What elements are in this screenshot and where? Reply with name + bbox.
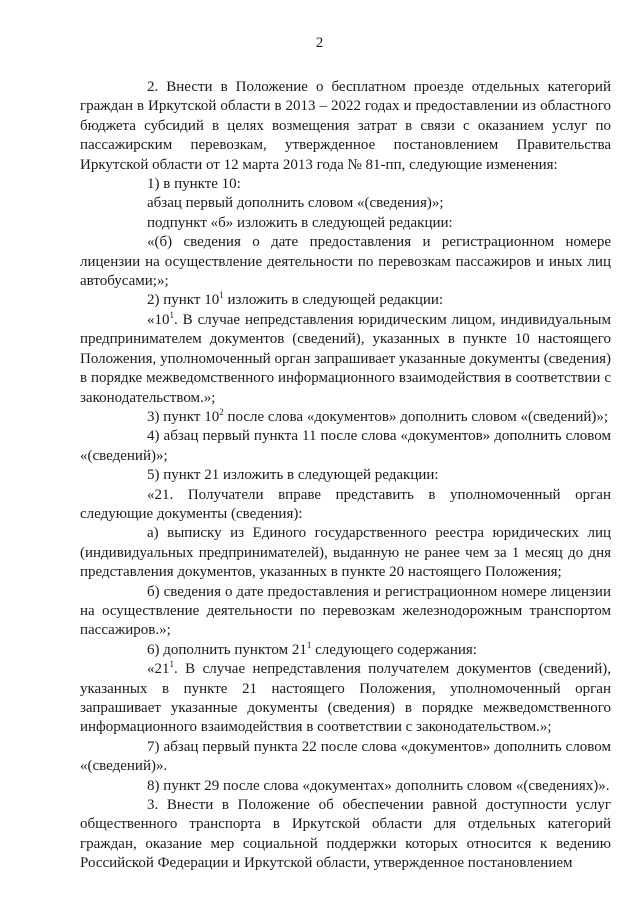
text-fragment: 2) пункт 10: [147, 292, 220, 309]
page-number: 2: [315, 35, 324, 51]
text-fragment: . В случае непредставления получателем документов (сведений), указанных в пункте 21 настоящего Положения, уполномоченный орган запрашивает указанные документы (сведения) в порядке межведомственного информационного взаимодействия в соответствии с законодательством.»;: [80, 661, 611, 736]
paragraph-21-1-text: [80, 660, 611, 738]
paragraph-10-1-text: [80, 311, 611, 408]
document-body: [80, 78, 611, 874]
superscript: 1: [306, 639, 312, 650]
superscript: 1: [169, 309, 174, 320]
paragraph-21-a: а) выписку из Единого государственного реестра юридических лиц (индивидуальных предпринимателей), выданную не ранее чем за 1 месяц до дня представления документов, указанных в пункте 20 настоящего Положения;: [80, 525, 611, 581]
superscript: 1: [219, 290, 224, 301]
text-fragment: . В случае непредставления юридическим лицом, индивидуальным предпринимателем документов (сведений), указанных в пункте 10 настоящего Положения, уполномоченный орган запрашивает указанные документы (сведения) в порядке межведомственного информационного взаимодействия в соответствии с законодательством.»;: [80, 311, 611, 406]
paragraph-subitem-6: [80, 641, 611, 660]
paragraph-subitem-8: 8) пункт 29 после слова «документах» дополнить словом «(сведениях)».: [147, 777, 610, 794]
paragraph-21-b: б) сведения о дате предоставления и регистрационном номере лицензии на осуществление деятельности по перевозкам железнодорожным транспортом пассажиров.»;: [80, 583, 611, 639]
text-fragment: «21: [147, 661, 170, 678]
paragraph-podpunkt-b-text: «(б) сведения о дате предоставления и регистрационном номере лицензии на осуществление деятельности по перевозкам пассажиров и иных лиц автобусами;»;: [80, 234, 611, 290]
text-fragment: 3) пункт 10: [147, 408, 220, 425]
text-fragment: изложить в следующей редакции:: [223, 292, 444, 309]
paragraph-subitem-3: [80, 408, 611, 427]
paragraph-subitem-5: 5) пункт 21 изложить в следующей редакции:: [147, 467, 439, 484]
paragraph-21-text: «21. Получатели вправе представить в уполномоченный орган следующие документы (сведения):: [80, 486, 611, 522]
paragraph-item-3: 3. Внести в Положение об обеспечении равной доступности услуг общественного транспорта в Иркутской области для отдельных категорий граждан, оказание мер социальной поддержки которых относится к ведению Российской Федерации и Иркутской области, утвержденное постановлением: [80, 797, 611, 872]
paragraph-subitem-1: 1) в пункте 10:: [147, 176, 241, 193]
paragraph-subitem-7: 7) абзац первый пункта 22 после слова «документов» дополнить словом «(сведений)».: [80, 738, 611, 775]
paragraph-abzac-first: абзац первый дополнить словом «(сведения)»;: [147, 195, 444, 212]
paragraph-subitem-4: 4) абзац первый пункта 11 после слова «документов» дополнить словом «(сведений)»;: [80, 428, 611, 464]
text-fragment: «10: [147, 311, 170, 328]
text-fragment: следующего содержания:: [311, 641, 477, 658]
text-fragment: 6) дополнить пунктом 21: [147, 641, 307, 658]
paragraph-subitem-2: [80, 291, 611, 310]
superscript: 1: [169, 659, 174, 670]
text-fragment: после слова «документов» дополнить словом «(сведений)»;: [223, 408, 609, 425]
superscript: 2: [219, 406, 224, 417]
paragraph-item-2: 2. Внести в Положение о бесплатном проезде отдельных категорий граждан в Иркутской области в 2013 – 2022 годах и предоставлении из областного бюджета субсидий в целях возмещения затрат в связи с оказанием услуг по пассажирским перевозкам, утвержденное постановлением Правительства Иркутской области от 12 марта 2013 года № 81-пп, следующие изменения:: [80, 79, 611, 173]
paragraph-podpunkt-b: подпункт «б» изложить в следующей редакции:: [147, 214, 453, 231]
